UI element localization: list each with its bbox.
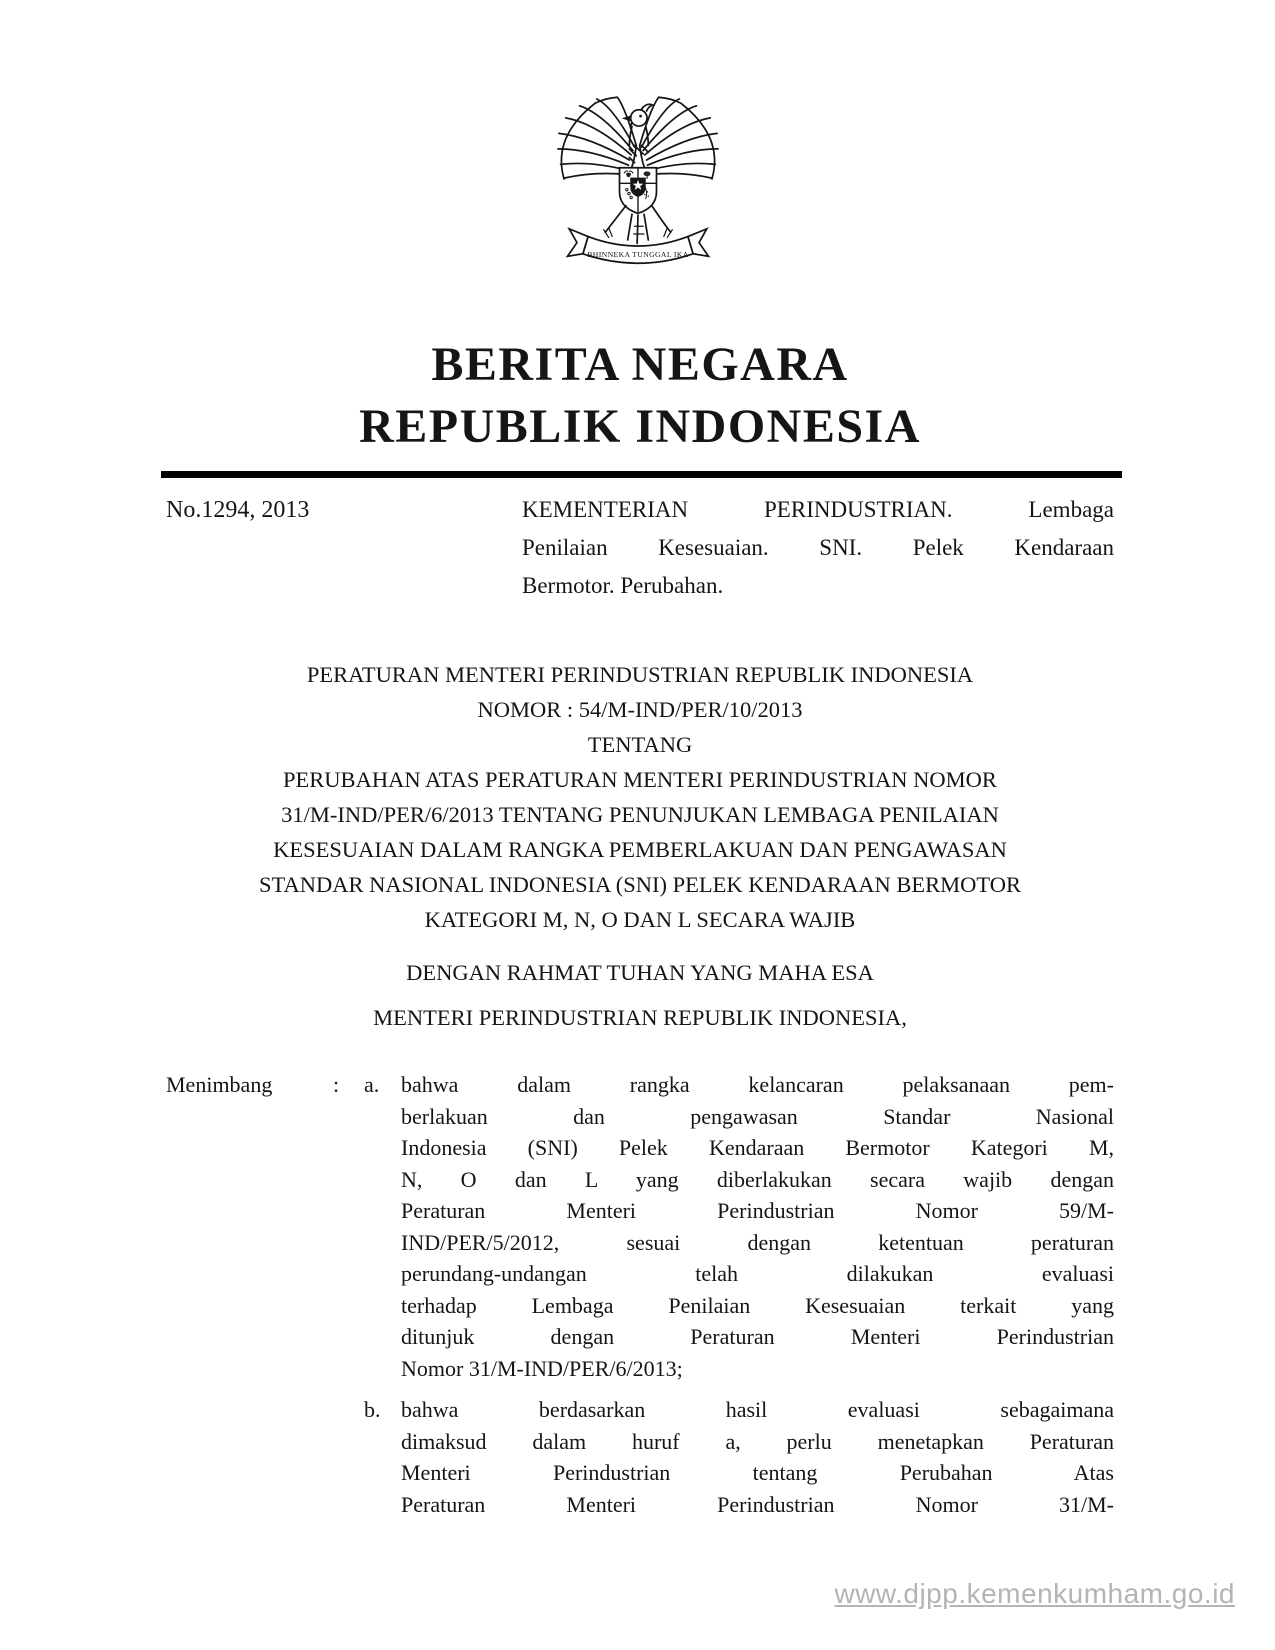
garuda-pancasila-emblem — [552, 92, 724, 290]
gazette-subject: KEMENTERIAN PERINDUSTRIAN. Lembaga Penilaian Kesesuaian. SNI. Pelek Kendaraan Bermotor. Perubahan. — [522, 497, 1114, 598]
masthead-line2: REPUBLIK INDONESIA — [359, 400, 921, 453]
invocation-line: DENGAN RAHMAT TUHAN YANG MAHA ESA — [406, 960, 874, 985]
consideration-item-b — [166, 1394, 1114, 1520]
masthead-divider — [161, 471, 1122, 478]
considerations-label: Menimbang — [166, 1072, 273, 1097]
footer-watermark-url: www.djpp.kemenkumham.go.id — [834, 1578, 1235, 1609]
masthead-line1: BERITA NEGARA — [431, 338, 849, 391]
consideration-item-b-text: bahwa berdasarkan hasil evaluasi sebagaimana dimaksud dalam huruf a, perlu menetapkan Peraturan Menteri Perindustrian tentang Perubahan Atas Peraturan Menteri Perindustrian Nomor 31/M- — [401, 1397, 1114, 1517]
considerations-section — [166, 1069, 1114, 1520]
gazette-note-row — [166, 491, 1114, 605]
consideration-item-a — [166, 1069, 1114, 1384]
authority-line: MENTERI PERINDUSTRIAN REPUBLIK INDONESIA, — [373, 1005, 907, 1030]
considerations-separator: : — [333, 1072, 340, 1097]
gazette-number: No.1294, 2013 — [166, 497, 310, 523]
emblem-container — [0, 0, 1275, 290]
consideration-item-a-text: bahwa dalam rangka kelancaran pelaksanaan pem- berlakuan dan pengawasan Standar Nasional Indonesia (SNI) Pelek Kendaraan Bermotor Kategori M, N, O dan L yang diberlakukan secara wajib dengan Peraturan Menteri Perindustrian Nomor 59/M- IND/PER/5/2012, sesuai dengan ketentuan peraturan perundang-undangan telah dilakukan evaluasi terhadap Lembaga Penilaian Kesesuaian terkait yang ditunjuk dengan Peraturan Menteri Perindustrian Nomor 31/M-IND/PER/6/2013; — [401, 1072, 1114, 1381]
regulation-title: PERATURAN MENTERI PERINDUSTRIAN REPUBLIK INDONESIA NOMOR : 54/M-IND/PER/10/2013 TENTANG PERUBAHAN ATAS PERATURAN MENTERI PERINDUSTRIAN NOMOR 31/M-IND/PER/6/2013 TENTANG PENUNJUKAN LEMBAGA PENILAIAN KESESUAIAN DALAM RANGKA PEMBERLAKUAN DAN PENGAWASAN STANDAR NASIONAL INDONESIA (SNI) PELEK KENDARAAN BERMOTOR KATEGORI M, N, O DAN L SECARA WAJIB — [259, 662, 1021, 932]
consideration-item-a-marker: a. — [364, 1072, 380, 1097]
masthead-title — [166, 334, 1114, 458]
consideration-item-b-marker: b. — [364, 1397, 381, 1422]
emblem-motto: BHINNEKA TUNGGAL IKA — [586, 250, 689, 260]
